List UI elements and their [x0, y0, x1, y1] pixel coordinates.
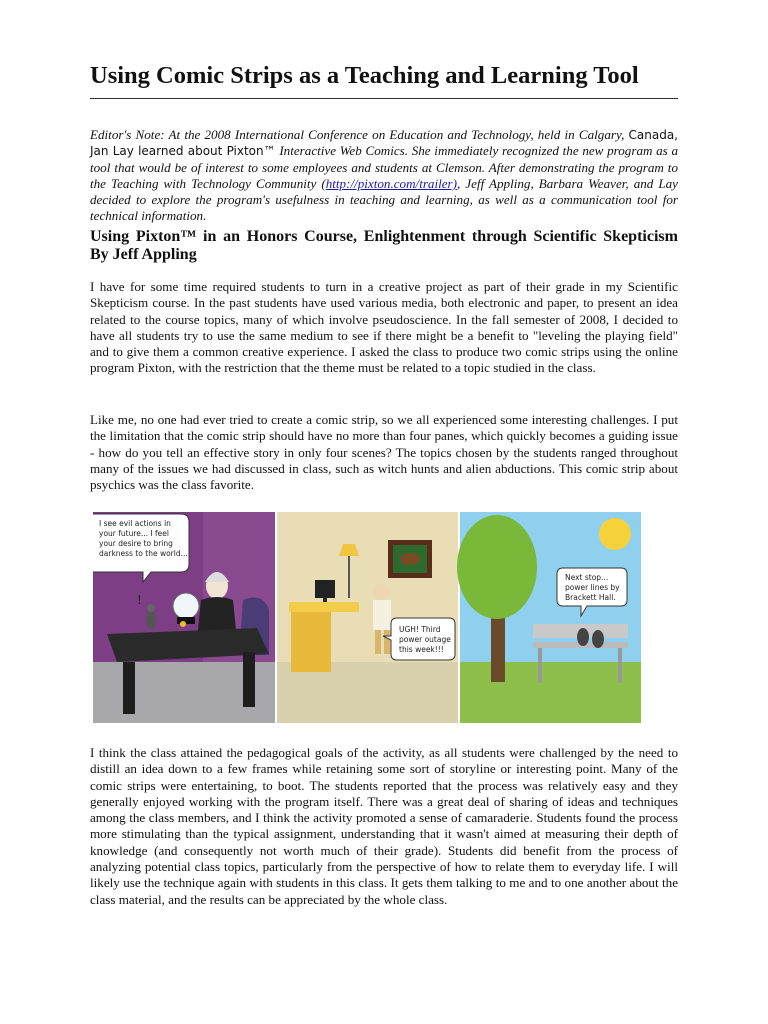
editors-note-part1: Editor's Note: At the 2008 International Conference on Education and Technology, held in Calgary,: [90, 127, 629, 142]
page-title: Using Comic Strips as a Teaching and Learning Tool: [90, 62, 639, 89]
editors-note: [90, 127, 678, 225]
heading-word: Enlightenment: [363, 228, 466, 245]
paragraph-2: Like me, no one had ever tried to create a comic strip, so we all experienced some interesting challenges. I put the limitation that the comic strip should have no more than four panes, which quickly becomes a guiding issue - how do you tell an effective story in only four scenes? The topics chosen by the students ranged throughout many of the issues we had discussed in class, such as witch hunts and alien abductions. This comic strip about psychics was the class favorite.: [90, 412, 678, 493]
heading-word: in: [203, 228, 217, 245]
heading-word: Skepticism: [603, 228, 678, 245]
speech-bubble-2: [383, 618, 455, 660]
bubble-1-line-3: your desire to bring: [99, 539, 173, 548]
bubble-3-line-1: Next stop...: [565, 573, 609, 582]
heading-word: through: [471, 228, 527, 245]
heading-word: Pixton™: [135, 228, 197, 245]
bubble-3-line-2: power lines by: [565, 583, 620, 592]
paragraph-3: I think the class attained the pedagogical goals of the activity, as all students were challenged by the need to distill an idea down to a few frames while retaining some sort of storyline or interesting point. Many of the comic strips were entertaining, to boot. The students reported that the process was relatively easy and they generally enjoyed working with the program itself. There was a great deal of sharing of ideas and techniques among the class members, and I think the activity promoted a sense of camaraderie. Students found the process more stimulating than the typical assignment, understanding that it wasn't aimed at measuring their depth of knowledge (and consequently not worth much of their grade). Students did benefit from the process of analyzing potential class topics, particularly from the perspective of how to relate them to everyday life. I will likely use the technique again with students in this class. It gets them talking to me and to one another about the class material, and the results can be appreciated by the whole class.: [90, 745, 678, 907]
editors-note-part3: , Jeff Appling, Barbara Weaver, and Lay decided to explore the program's usefulness in teaching and learning, as well as a communication tool for technical information.: [90, 175, 678, 224]
comic-panel-2: [277, 512, 458, 723]
heading-word: Honors: [246, 228, 298, 245]
heading-word: Course,: [304, 228, 358, 245]
heading-word: Scientific: [533, 228, 597, 245]
section-heading: [90, 228, 678, 264]
bubble-1-line-1: I see evil actions in: [99, 519, 171, 528]
heading-word: Using: [90, 228, 130, 245]
title-rule: [90, 98, 678, 99]
pixton-trailer-link[interactable]: http://pixton.com/trailer): [325, 175, 458, 191]
editors-note-handwritten: Canada, Jan Lay learned about Pixton™: [90, 128, 678, 159]
bubble-2-line-2: power outage: [399, 635, 451, 644]
sun: [599, 518, 631, 550]
bubble-2-line-3: this week!!!: [399, 645, 444, 654]
comic-panel-3: [457, 512, 641, 723]
bubble-3-line-3: Brackett Hall.: [565, 593, 616, 602]
paragraph-1: I have for some time required students to turn in a creative project as part of their grade in my Scientific Skepticism course. In the past students have used various media, both electronic and paper, to present an idea related to the course topics, many of which involve pseudoscience. In the fall semester of 2008, I decided to have all students try to use the same medium to see if there might be a benefit to "leveling the playing field" and to give them a common creative experience. I asked the class to produce two comic strips using the online program Pixton, with the restriction that the theme must be related to a topic studied in the class.: [90, 279, 678, 376]
speech-bubble-1: [93, 514, 189, 582]
byline: By Jeff Appling: [90, 246, 197, 263]
bubble-1-line-4: darkness to the world...: [99, 549, 188, 558]
rat-character: [146, 604, 156, 630]
bubble-1-line-2: your future... I feel: [99, 529, 169, 538]
comic-panel-1: [93, 512, 275, 723]
bubble-2-line-1: UGH! Third: [399, 625, 441, 634]
football-picture: [388, 540, 432, 578]
editors-note-part2: Interactive Web Comics. She immediately recognized the new program as a tool that would be of interest to some employees and students at Clemson. After demonstrating the program to the Teaching with Technology Community (: [90, 143, 679, 191]
section-heading-line: [90, 228, 678, 246]
exclamation-mark: !: [137, 593, 142, 607]
comic-strip: [93, 512, 641, 723]
heading-word: an: [223, 228, 241, 245]
